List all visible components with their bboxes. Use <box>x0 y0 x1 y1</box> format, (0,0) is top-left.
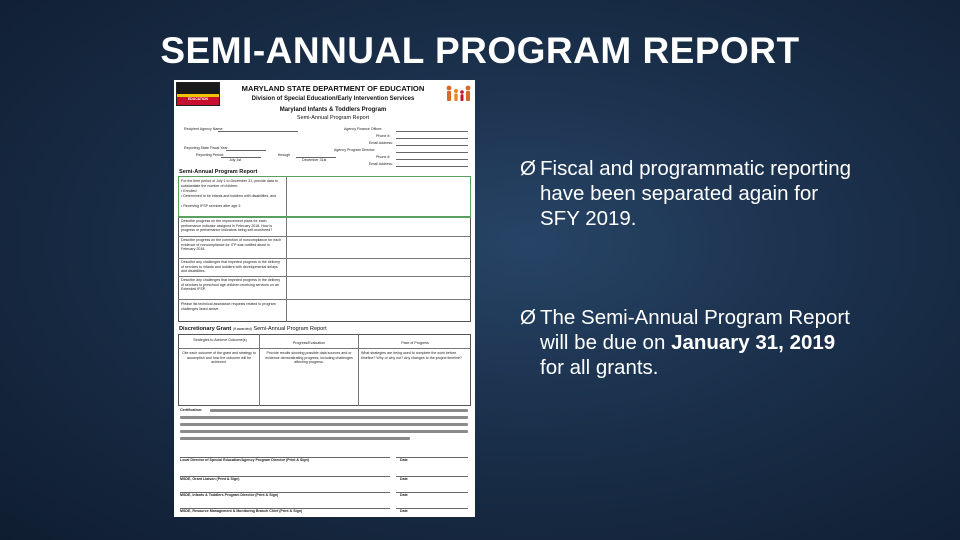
field-line <box>396 166 468 167</box>
field-email-2: Email Address: <box>369 162 393 166</box>
report-form-image <box>174 80 475 517</box>
field-fiscal-year: Reporting State Fiscal Year: <box>184 146 229 150</box>
field-line <box>396 159 468 160</box>
section2-headerline <box>178 348 471 349</box>
certification-text-line <box>180 430 468 433</box>
field-program-director: Agency Program Director: <box>334 148 376 152</box>
field-line <box>396 138 468 139</box>
field-phone-1: Phone #: <box>376 134 391 138</box>
section1-row-technical-assistance: Please list technical assistance requests related to program challenges listed above. <box>181 302 276 311</box>
signature-itp-director: MSDE, Infants & Toddlers Program Director (Print & Sign) <box>180 493 279 497</box>
certification-text-line <box>180 423 468 426</box>
doc-header-program: Maryland Infants & Toddlers Program <box>279 107 387 113</box>
section1-row-improvement: Describe progress on the improvement plans for each performance indicator assigned in February 2018. How is progress or performance indicators being self-monitored? <box>181 219 273 232</box>
section2-note-strategies: Cite each outcome of the grant and strategy to accomplish and how the outcome will be achieved. <box>182 351 256 364</box>
field-line <box>396 145 468 146</box>
date-end-label: December 31st <box>302 158 327 162</box>
field-phone-2: Phone #: <box>376 155 391 159</box>
bullet-text-pre: The Semi-Annual Program Report will be due on <box>540 306 850 354</box>
section1-row-ifsp: • Receiving IFSP services after age 3 <box>181 204 241 208</box>
field-email-1: Email Address: <box>369 141 393 145</box>
section2-divider <box>358 334 359 406</box>
family-icon <box>444 84 472 104</box>
section1-rowline <box>178 276 471 277</box>
field-finance-officer: Agency Finance Officer: <box>344 127 383 131</box>
section2-note-progress: Provide results showing possible data sources and or evidence demonstrating progress, including challenges affecting progress. <box>265 351 353 364</box>
field-period: Reporting Period: <box>196 153 224 157</box>
field-recipient: Recipient Agency Name: <box>184 127 224 131</box>
section2-col-strategies: Strategies to Achieve Outcome(s) <box>193 338 247 342</box>
signature-date-2: Date <box>400 477 408 481</box>
section1-row-determined: • Determined to be infants and toddlers with disabilities, and <box>181 194 277 198</box>
section2-title-main: Discretionary Grant <box>179 326 232 332</box>
section2-title-rest: Semi-Annual Program Report <box>253 326 327 332</box>
msde-logo <box>176 82 220 106</box>
field-line <box>396 131 468 132</box>
signature-grant-liaison: MSDE, Grant Liaison (Print & Sign) <box>180 477 240 481</box>
bullet-fiscal-reporting <box>520 156 860 231</box>
certification-text-line <box>180 416 468 419</box>
doc-header-department: MARYLAND STATE DEPARTMENT OF EDUCATION <box>241 84 425 93</box>
section2-col-progress: Progress/Evaluation <box>292 341 326 345</box>
section1-rowline <box>178 217 471 218</box>
bullet-due-date-bold: January 31, 2019 <box>671 331 836 354</box>
bullet-due-date <box>520 305 860 380</box>
field-through: through <box>278 153 291 157</box>
section1-row-challenges-infants: Describe any challenges that impeded progress in the delivery of services to infants and toddlers with developmental delays and disabilities. <box>181 260 281 273</box>
doc-header-report: Semi-Annual Program Report <box>296 115 370 121</box>
section1-row-data: For the time period of July 1 to December 31, provide data to substantiate the number of children: <box>181 179 278 188</box>
signature-local-director: Local Director of Special Education/Agency Program Director (Print & Sign) <box>180 458 309 462</box>
section1-rowline <box>178 258 471 259</box>
signature-date-3: Date <box>400 493 408 497</box>
doc-header-division: Division of Special Education/Early Intervention Services <box>251 96 415 102</box>
section1-row-challenges-preschool: Describe any challenges that impeded progress in the delivery of services to preschool age children receiving services on an Extended IFSP. <box>181 278 281 291</box>
field-line <box>218 131 298 132</box>
section1-rowline <box>178 299 471 300</box>
section1-rowline <box>178 236 471 237</box>
section1-title: Semi-Annual Program Report <box>179 169 258 175</box>
date-start-label: July 1st <box>229 158 242 162</box>
certification-text-line <box>180 437 410 440</box>
section2-note-pace: What strategies are being used to complete the work before timeline? Why or why not? Any changes to the project timeline? <box>361 351 462 360</box>
section2-title-suffix: (if awarded) <box>232 327 252 331</box>
signature-date-4: Date <box>400 509 408 513</box>
signature-branch-chief: MSDE, Resource Management & Monitoring Branch Chief (Print & Sign) <box>180 509 303 513</box>
section1-row-noncompliance: Describe progress on the correction of noncompliance for each evidence of noncompliance for ITP was notified about in February 2018. <box>181 238 282 251</box>
field-line <box>396 152 468 153</box>
section2-col-pace: Pace of Progress <box>401 341 429 345</box>
certification-text-line <box>210 409 468 412</box>
section2-title <box>179 326 327 333</box>
arrow-bullet-icon: Ø <box>520 157 536 180</box>
slide-title: SEMI-ANNUAL PROGRAM REPORT <box>160 30 800 71</box>
section1-row-enrolled: • Enrolled <box>181 189 197 193</box>
arrow-bullet-icon: Ø <box>520 306 536 329</box>
section2-divider <box>259 334 260 406</box>
signature-date-1: Date <box>400 458 408 462</box>
field-line <box>226 150 266 151</box>
certification-label: Certification: <box>180 408 203 412</box>
bullet-text-post: for all grants. <box>540 356 659 379</box>
bullet-text: Fiscal and programmatic reporting have been separated again for SFY 2019. <box>540 157 852 230</box>
logo-label: EDUCATION <box>188 97 208 101</box>
